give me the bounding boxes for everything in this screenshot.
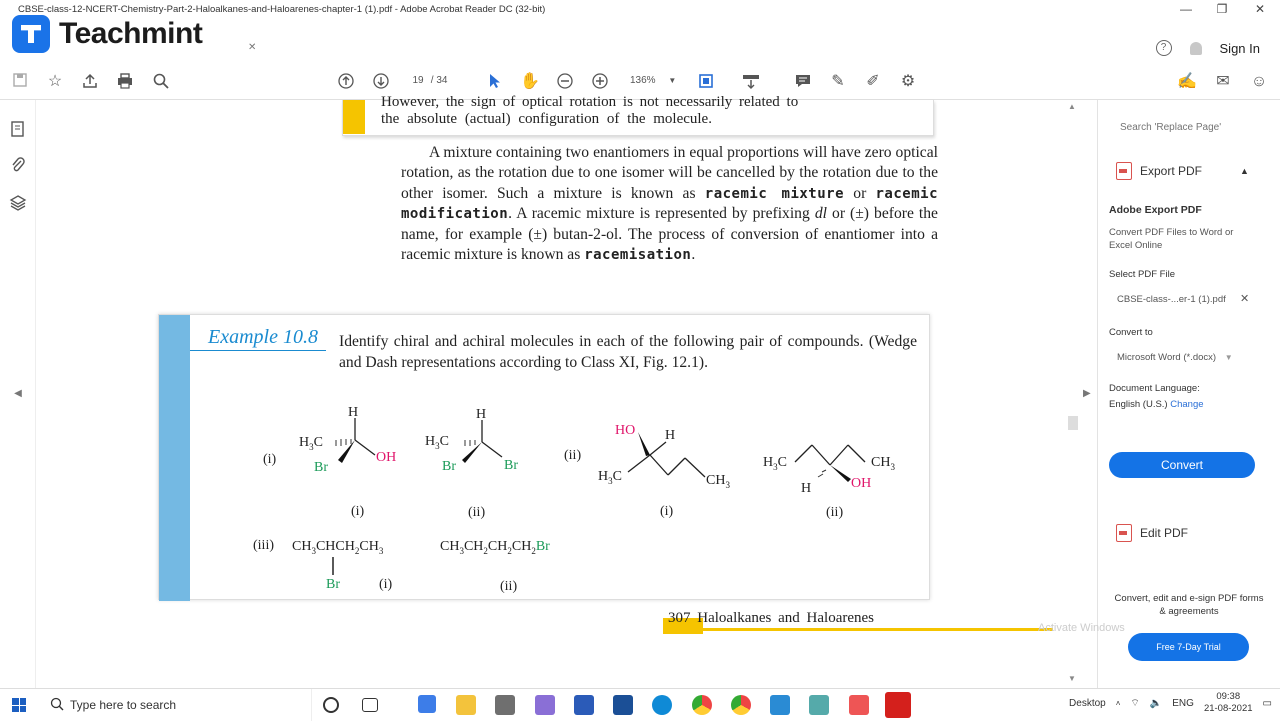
- edge-icon[interactable]: [652, 695, 672, 715]
- edit-pdf-icon: [1116, 524, 1132, 542]
- note-box: [342, 94, 934, 136]
- collapse-left-panel-icon[interactable]: ◀: [14, 388, 22, 399]
- export-pdf-label: Export PDF: [1140, 164, 1203, 178]
- format-select[interactable]: [1117, 351, 1267, 364]
- sign-in-link[interactable]: Sign In: [1219, 40, 1260, 56]
- note-marker: [343, 100, 365, 134]
- bookmark-star-icon[interactable]: ☆: [47, 73, 63, 90]
- language-value: English (U.S.): [1109, 399, 1168, 410]
- formula-iii-ii: $CH_3CH_2CH_2CH_2Br$: [440, 539, 550, 556]
- app-icon-2[interactable]: [535, 695, 555, 715]
- word-icon[interactable]: [574, 695, 594, 715]
- file-explorer-icon[interactable]: [456, 695, 476, 715]
- comment-icon[interactable]: [792, 72, 814, 92]
- taskbar-search-placeholder: Type here to search: [70, 698, 177, 712]
- structures-bonds: [240, 400, 940, 600]
- atom-h3c-2: $H_3C$: [425, 434, 449, 451]
- atom-h-3: H: [665, 428, 676, 443]
- close-button[interactable]: ✕: [1254, 2, 1266, 16]
- scroll-up-icon[interactable]: ▲: [1068, 102, 1076, 111]
- windows-start-icon[interactable]: [12, 698, 26, 712]
- example-label: Example 10.8: [208, 326, 318, 348]
- activate-windows-watermark: Activate Windows: [1038, 622, 1125, 634]
- previous-page-icon[interactable]: [335, 72, 357, 92]
- export-description: Convert PDF Files to Word or Excel Online: [1109, 227, 1234, 251]
- edit-pdf-tool[interactable]: [1116, 524, 1188, 542]
- cortana-icon[interactable]: [323, 697, 339, 713]
- layers-icon[interactable]: [9, 194, 27, 212]
- print-icon[interactable]: [114, 72, 136, 92]
- term-racemisation: racemisation: [584, 247, 692, 264]
- page-number-input[interactable]: 19: [412, 75, 424, 86]
- select-file-label: Select PDF File: [1109, 269, 1175, 280]
- sub-label-ii-2: (ii): [826, 505, 844, 520]
- teachmint-wordmark: Teachmint: [59, 17, 203, 50]
- atom-ho: HO: [615, 423, 636, 438]
- more-tools-icon[interactable]: ⚙: [900, 73, 916, 90]
- para-dl: dl: [814, 205, 827, 223]
- clock-time: 09:38: [1216, 691, 1241, 702]
- email-icon[interactable]: ✉: [1216, 73, 1230, 90]
- atom-br-2: Br: [442, 459, 456, 474]
- zoom-value: 136%: [630, 75, 656, 86]
- chevron-down-icon: ▼: [1224, 353, 1233, 362]
- zoom-level-select[interactable]: [630, 75, 676, 86]
- app-icon-6[interactable]: [849, 695, 869, 715]
- note-line-1: However, the sign of optical rotation is not necessarily related to: [381, 94, 799, 110]
- atom-h3c-1: $H_3C$: [299, 435, 323, 452]
- app-icon-4[interactable]: [770, 695, 790, 715]
- page-total: 34: [436, 75, 448, 86]
- acrobat-taskbar-icon[interactable]: [885, 692, 911, 718]
- desktop-toolbar-label[interactable]: Desktop: [1069, 697, 1106, 709]
- tools-search-input[interactable]: [1110, 116, 1275, 138]
- chevron-down-icon: ▼: [668, 76, 677, 85]
- page-footer: 307 Haloalkanes and Haloarenes: [668, 610, 875, 626]
- taskbar-search-icon: [50, 697, 64, 714]
- footer-rule: [663, 628, 1053, 631]
- sub-label-i-2: (i): [660, 504, 674, 519]
- window-title: CBSE-class-12-NCERT-Chemistry-Part-2-Haloalkanes-and-Haloarenes-chapter-1 (1).pdf - Adobe Acrobat Reader DC (32-bit): [18, 4, 546, 15]
- defender-icon[interactable]: [418, 695, 436, 713]
- input-language[interactable]: ENG: [1172, 697, 1194, 709]
- save-icon[interactable]: [9, 72, 31, 92]
- taskbar-search-box[interactable]: [40, 689, 312, 721]
- example-underline: [190, 350, 326, 351]
- convert-button[interactable]: Convert: [1109, 452, 1255, 478]
- atom-h3c-4: $H_3C$: [763, 455, 787, 472]
- document-language-label: Document Language:: [1109, 383, 1200, 394]
- change-language-link[interactable]: Change: [1170, 399, 1204, 410]
- app-icon-3[interactable]: [613, 695, 633, 715]
- sign-icon[interactable]: ✍: [1177, 73, 1197, 90]
- minimize-button[interactable]: —: [1180, 2, 1192, 16]
- convert-to-label: Convert to: [1109, 327, 1153, 338]
- search-icon[interactable]: [150, 72, 172, 92]
- task-view-icon[interactable]: [362, 698, 378, 712]
- term-racemic-mixture: racemic mixture: [704, 185, 845, 202]
- page-separator: /: [430, 75, 434, 86]
- next-page-icon[interactable]: [370, 72, 392, 92]
- zoom-out-icon[interactable]: [554, 72, 576, 92]
- right-tools-panel: [1038, 100, 1280, 688]
- expand-right-panel-icon[interactable]: ▶: [1083, 388, 1091, 399]
- atom-br-1: Br: [314, 460, 328, 475]
- promo-text: Convert, edit and e-sign PDF forms & agreements: [1114, 593, 1264, 617]
- teachmint-mark-icon: [12, 15, 50, 53]
- example-question: Identify chiral and achiral molecules in each of the following pair of compounds. (Wedge and Dash representations according to Class XI, Fig. 12.1).: [339, 333, 917, 371]
- para-text-3: or (±) before the name, for example (±) butan-2-ol. The process of conversion of enantiomer into a racemic mixture is known as: [401, 205, 938, 264]
- scroll-mode-icon[interactable]: [740, 72, 762, 92]
- part-iii-label: (iii): [253, 538, 274, 553]
- share-people-icon[interactable]: ☺: [1250, 73, 1268, 90]
- language-row: [1109, 398, 1249, 411]
- hand-tool-icon[interactable]: ✋: [520, 73, 540, 90]
- maximize-button[interactable]: ❐: [1216, 2, 1228, 16]
- chrome-icon[interactable]: [692, 695, 712, 715]
- para-or: or: [853, 184, 867, 202]
- note-line-2: the absolute (actual) configuration of the molecule.: [381, 111, 712, 127]
- remove-file-icon[interactable]: ✕: [1240, 293, 1250, 305]
- page-thumbnails-icon[interactable]: [9, 120, 27, 138]
- atom-oh-1: OH: [376, 450, 397, 465]
- notification-icon[interactable]: [1190, 42, 1202, 55]
- app-icon-5[interactable]: [809, 695, 829, 715]
- taskbar: [0, 688, 1280, 720]
- zoom-in-icon[interactable]: [589, 72, 611, 92]
- system-tray: [1069, 691, 1272, 715]
- chrome-icon-2[interactable]: [731, 695, 751, 715]
- chevron-up-icon[interactable]: ▲: [1240, 166, 1249, 176]
- select-cursor-icon[interactable]: [484, 72, 506, 92]
- clock[interactable]: [1204, 691, 1253, 715]
- app-icon-1[interactable]: [495, 695, 515, 715]
- para-text-2: . A racemic mixture is represented by prefixing: [508, 205, 810, 223]
- atom-ch3-2: $CH_3$: [871, 455, 895, 472]
- selected-file-name: CBSE-class-...er-1 (1).pdf: [1117, 294, 1226, 305]
- racemic-paragraph: [401, 143, 938, 265]
- page-indicator: [408, 75, 447, 86]
- attachment-icon[interactable]: [9, 156, 27, 174]
- share-upload-icon[interactable]: [79, 72, 101, 92]
- part-ii-label: (ii): [564, 448, 582, 463]
- free-trial-button[interactable]: Free 7-Day Trial: [1128, 633, 1249, 661]
- teachmint-logo: [12, 14, 202, 54]
- para-text-1: A mixture containing two enantiomers in equal proportions will have zero optical rotation, as the rotation due to one isomer will be cancelled by the rotation due to the other isomer. Such a mixture is known as: [401, 144, 938, 202]
- atom-br-3: Br: [504, 458, 518, 473]
- format-value: Microsoft Word (*.docx): [1117, 352, 1217, 363]
- draw-icon[interactable]: ✐: [866, 73, 880, 90]
- highlight-pen-icon[interactable]: ✎: [831, 73, 845, 90]
- scroll-down-icon[interactable]: ▼: [1068, 674, 1076, 683]
- formula-iii-i: $CH_3CHCH_2CH_3$: [292, 539, 384, 556]
- edit-pdf-label: Edit PDF: [1140, 526, 1189, 540]
- fit-page-icon[interactable]: [695, 72, 717, 92]
- term-racemic-modification: racemic modification: [401, 185, 939, 223]
- atom-h-1: H: [348, 405, 359, 420]
- help-icon[interactable]: ?: [1156, 40, 1172, 56]
- adobe-export-title: Adobe Export PDF: [1109, 204, 1202, 216]
- sub-label-ii-1: (ii): [468, 505, 486, 520]
- atom-br-4: Br: [326, 577, 340, 592]
- atom-h3c-3: $H_3C$: [598, 469, 622, 486]
- sub-label-i-1: (i): [351, 504, 365, 519]
- left-navigation-panel: [0, 100, 36, 688]
- clock-date: 21-08-2021: [1203, 703, 1253, 714]
- volume-icon[interactable]: 🔈: [1149, 697, 1163, 709]
- sub-label-i-3: (i): [379, 577, 393, 592]
- tray-chevron-icon[interactable]: ˄: [1115, 698, 1121, 708]
- atom-h-4: H: [801, 481, 812, 496]
- para-end: .: [691, 246, 696, 264]
- atom-ch3-1: $CH_3$: [706, 473, 730, 490]
- network-icon[interactable]: ⌔: [1130, 697, 1140, 709]
- part-i-label: (i): [263, 452, 277, 467]
- notifications-icon[interactable]: ▭: [1262, 697, 1272, 709]
- atom-h-2: H: [476, 407, 487, 422]
- example-sidebar: [159, 315, 190, 601]
- export-pdf-icon: [1116, 162, 1132, 180]
- close-tab-icon[interactable]: ✕: [248, 42, 257, 53]
- scroll-thumb[interactable]: [1068, 416, 1078, 430]
- vertical-scrollbar[interactable]: [1066, 100, 1080, 688]
- export-pdf-header[interactable]: [1116, 162, 1249, 180]
- sub-label-ii-3: (ii): [500, 579, 518, 594]
- atom-oh-2: OH: [851, 476, 872, 491]
